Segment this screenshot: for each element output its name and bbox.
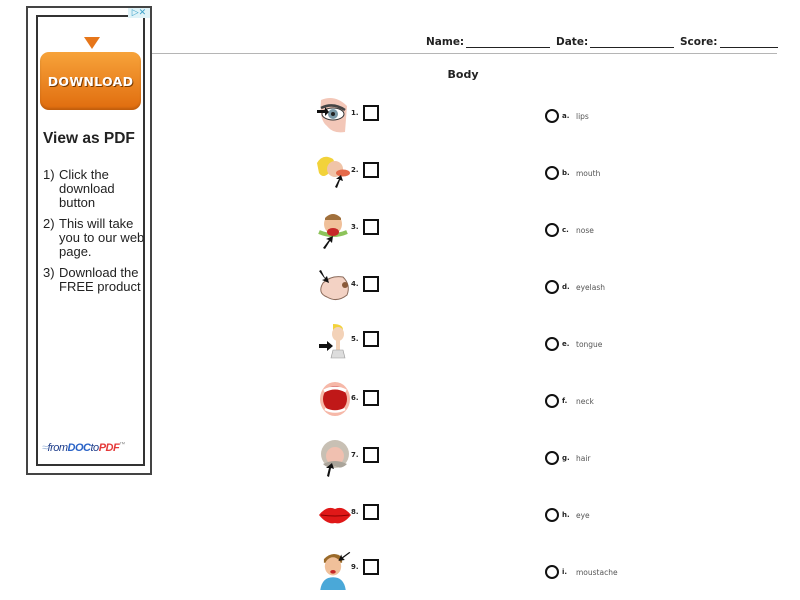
option-word: tongue [576,339,603,349]
option-letter: i. [562,568,568,576]
option-letter: d. [562,283,570,291]
mouth-face-picture-icon [313,210,353,250]
score-field [680,36,778,48]
question-item-7 [305,438,385,484]
option-i [545,563,618,581]
neck-picture-icon [313,322,353,362]
answer-checkbox-6[interactable] [363,390,379,406]
option-radio-e[interactable] [545,337,559,351]
option-letter: a. [562,112,570,120]
logo-to: to [90,442,99,454]
option-g [545,449,591,467]
option-letter: b. [562,169,570,177]
date-blank [590,37,674,48]
down-arrow-icon [84,37,100,49]
ad-step [43,266,147,294]
open-mouth-picture-icon [313,381,353,421]
score-label: Score: [680,36,718,48]
ad-title: View as PDF [43,130,135,147]
answer-checkbox-2[interactable] [363,162,379,178]
option-radio-g[interactable] [545,451,559,465]
option-letter: e. [562,340,570,348]
question-item-4 [305,267,385,313]
item-number: 8. [351,508,359,516]
logo-tm: ™ [119,442,125,448]
item-number: 4. [351,280,359,288]
eye-picture-icon [313,96,353,136]
question-item-2 [305,153,385,199]
answer-checkbox-5[interactable] [363,331,379,347]
ad-step-text: Download the FREE product [59,265,141,294]
option-word: moustache [576,567,618,577]
worksheet-title: Body [447,68,479,81]
name-blank [466,37,550,48]
option-word: neck [576,396,594,406]
option-word: hair [576,453,591,463]
option-word: eyelash [576,282,606,292]
question-item-8 [305,495,385,541]
logo-pdf: PDF [98,442,120,454]
item-number: 7. [351,451,359,459]
option-letter: c. [562,226,569,234]
option-radio-h[interactable] [545,508,559,522]
option-letter: g. [562,454,570,462]
question-item-6 [305,381,385,427]
ad-step-num: 3) [43,265,55,280]
lips-picture-icon [313,495,353,535]
ad-step [43,168,147,210]
option-word: lips [576,111,589,121]
name-label: Name: [426,36,465,48]
hair-picture-icon [313,550,353,590]
option-radio-i[interactable] [545,565,559,579]
ad-step-num: 1) [43,167,55,182]
option-c [545,221,594,239]
item-number: 5. [351,335,359,343]
answer-checkbox-8[interactable] [363,504,379,520]
option-radio-a[interactable] [545,109,559,123]
tongue-picture-icon [313,153,353,193]
option-word: eye [576,510,590,520]
answer-checkbox-1[interactable] [363,105,379,121]
option-word: mouth [576,168,601,178]
item-number: 2. [351,166,359,174]
answer-checkbox-4[interactable] [363,276,379,292]
answer-checkbox-3[interactable] [363,219,379,235]
item-number: 6. [351,394,359,402]
question-item-5 [305,322,385,368]
option-d [545,278,605,296]
question-item-1 [305,96,385,142]
ad-choices-close-icon[interactable]: ▷✕ [128,8,150,18]
option-f [545,392,594,410]
name-field [426,36,550,48]
header-divider [152,53,777,54]
answer-checkbox-9[interactable] [363,559,379,575]
date-field [556,36,674,48]
item-number: 3. [351,223,359,231]
option-radio-d[interactable] [545,280,559,294]
item-number: 1. [351,109,359,117]
option-word: nose [576,225,594,235]
question-item-3 [305,210,385,256]
download-button[interactable]: DOWNLOAD [40,52,141,110]
option-letter: h. [562,511,570,519]
score-blank [720,37,778,48]
ad-step-text: Click the download button [59,167,115,210]
option-b [545,164,600,182]
moustache-picture-icon [313,438,353,478]
ad-step-num: 2) [43,216,55,231]
fromdoctopdf-logo[interactable] [42,442,142,454]
option-letter: f. [562,397,568,405]
logo-from: from [47,442,68,454]
answer-checkbox-7[interactable] [363,447,379,463]
ad-steps [43,168,147,301]
nose-picture-icon [313,267,353,307]
logo-doc: DOC [67,442,91,454]
ad-step-text: This will take you to our web page. [59,216,145,259]
item-number: 9. [351,563,359,571]
option-e [545,335,602,353]
option-radio-f[interactable] [545,394,559,408]
question-item-9 [305,550,385,596]
option-radio-b[interactable] [545,166,559,180]
ad-step [43,217,147,259]
option-radio-c[interactable] [545,223,559,237]
option-a [545,107,589,125]
option-h [545,506,590,524]
swoosh-icon: ≈ [42,442,48,454]
date-label: Date: [556,36,589,48]
